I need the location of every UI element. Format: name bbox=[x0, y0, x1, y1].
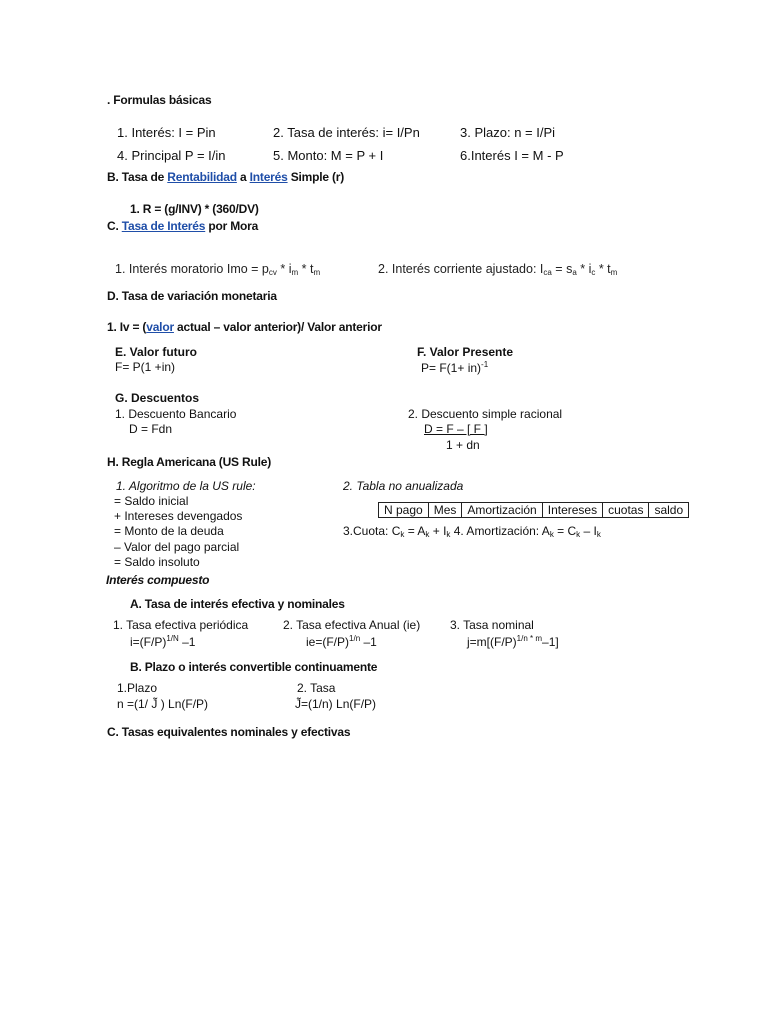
link-interes[interactable]: Interés bbox=[249, 170, 288, 184]
mora-f2-sub1: ca bbox=[543, 268, 552, 277]
cuota-p3: + I bbox=[429, 524, 447, 538]
formula-tasa-interes: 2. Tasa de interés: i= I/Pn bbox=[273, 125, 420, 140]
t2-end: –1 bbox=[360, 635, 377, 649]
mora-f2-text: 2. Interés corriente ajustado: I bbox=[378, 262, 544, 276]
t1-formula: i=(F/P) bbox=[130, 635, 167, 649]
table-header-cell: Amortización bbox=[462, 503, 542, 518]
section-heading-d: D. Tasa de variación monetaria bbox=[107, 289, 277, 303]
tasa-efectiva-anual: 2. Tasa efectiva Anual (ie) bbox=[283, 618, 421, 632]
cuota-p6: – I bbox=[580, 524, 597, 538]
cuota-p5: = C bbox=[553, 524, 577, 538]
formula-plazo-continuo: n =(1/ J̃ ) Ln(F/P) bbox=[117, 697, 209, 711]
section-c-suffix: por Mora bbox=[205, 219, 259, 233]
cuota-p4: 4. Amortización: A bbox=[450, 524, 550, 538]
formula-interes-moratorio bbox=[115, 262, 320, 277]
us-rule-title: 1. Algoritmo de la US rule: bbox=[116, 479, 256, 493]
us-rule-step: – Valor del pago parcial bbox=[114, 540, 240, 554]
formula-interes-corriente bbox=[378, 262, 617, 277]
heading-plazo-continuo: B. Plazo o interés convertible continuamente bbox=[130, 660, 378, 674]
t1-end: –1 bbox=[178, 635, 196, 649]
mora-f2-sub3: c bbox=[591, 268, 596, 277]
heading-descuentos: G. Descuentos bbox=[115, 391, 200, 405]
heading-tasas-equivalentes: C. Tasas equivalentes nominales y efectivas bbox=[107, 725, 351, 739]
formula-descuento-bancario: D = Fdn bbox=[129, 422, 173, 436]
table-row bbox=[379, 503, 689, 518]
cuota-s3: k bbox=[446, 530, 451, 539]
heading-interes-compuesto: Interés compuesto bbox=[106, 573, 210, 587]
mora-f1-text: 1. Interés moratorio Imo = p bbox=[115, 262, 269, 276]
formula-tasa-nominal bbox=[467, 634, 559, 649]
section-heading-h: H. Regla Americana (US Rule) bbox=[107, 455, 271, 469]
table-header-cell: N pago bbox=[379, 503, 429, 518]
mora-f2-mid3: * t bbox=[595, 262, 611, 276]
mora-f2-mid: = s bbox=[551, 262, 573, 276]
t3-formula: j=m[(F/P) bbox=[467, 635, 517, 649]
formula-valor-presente bbox=[421, 360, 488, 375]
mora-f1-mid: * i bbox=[276, 262, 292, 276]
link-valor[interactable]: valor bbox=[146, 320, 174, 334]
us-rule-step: = Saldo insoluto bbox=[114, 555, 200, 569]
section-d-suffix: actual – valor anterior)/ Valor anterior bbox=[173, 320, 382, 334]
section-b-prefix: B. Tasa de bbox=[107, 170, 168, 184]
formula-interes-compuesto: 6.Interés I = M - P bbox=[460, 148, 564, 163]
section-b-mid: a bbox=[236, 170, 250, 184]
cuota-p1: 3.Cuota: C bbox=[343, 524, 401, 538]
cuota-s2: k bbox=[425, 530, 430, 539]
formula-valor-futuro: F= P(1 +in) bbox=[115, 360, 176, 374]
valor-presente-formula: P= F(1+ in) bbox=[421, 361, 482, 375]
formula-interes: 1. Interés: I = Pin bbox=[117, 125, 216, 140]
mora-f1-sub1: cv bbox=[268, 268, 277, 277]
link-tasa-de-interes[interactable]: Tasa de Interés bbox=[121, 219, 206, 233]
tabla-title: 2. Tabla no anualizada bbox=[343, 479, 464, 493]
t3-end: –1] bbox=[542, 635, 559, 649]
us-rule-step: = Monto de la deuda bbox=[114, 524, 224, 538]
section-heading-b bbox=[107, 170, 344, 184]
t2-formula: ie=(F/P) bbox=[306, 635, 350, 649]
formula-monto: 5. Monto: M = P + I bbox=[273, 148, 384, 163]
formula-racional-denominador: 1 + dn bbox=[446, 438, 480, 452]
formula-rentabilidad: 1. R = (g/INV) * (360/DV) bbox=[130, 202, 259, 216]
section-d-prefix: 1. Iv = ( bbox=[107, 320, 147, 334]
cuota-s5: k bbox=[576, 530, 581, 539]
mora-f1-mid2: * t bbox=[298, 262, 314, 276]
heading-tasa-efectiva-nominales: A. Tasa de interés efectiva y nominales bbox=[130, 597, 345, 611]
mora-f2-sub2: a bbox=[572, 268, 577, 277]
cuota-s4: k bbox=[549, 530, 554, 539]
t2-exp: 1/n bbox=[349, 634, 361, 643]
tasa-efectiva-periodica: 1. Tasa efectiva periódica bbox=[113, 618, 249, 632]
cuota-p2: = A bbox=[404, 524, 426, 538]
heading-valor-presente: F. Valor Presente bbox=[417, 345, 514, 359]
formula-racional-numerador: D = F – [ F ] bbox=[424, 422, 488, 436]
mora-f2-mid2: * i bbox=[576, 262, 592, 276]
cuota-s6: k bbox=[596, 530, 601, 539]
tasa-label: 2. Tasa bbox=[297, 681, 336, 695]
formula-cuota-amortizacion bbox=[343, 524, 601, 539]
table-header-cell: saldo bbox=[649, 503, 689, 518]
formula-variacion bbox=[107, 320, 382, 334]
section-heading-c bbox=[107, 219, 258, 233]
section-heading-formulas: . Formulas básicas bbox=[107, 93, 212, 107]
tabla-no-anualizada bbox=[378, 502, 689, 518]
formula-tasa-continua: J̃=(1/n) Ln(F/P) bbox=[295, 697, 377, 711]
heading-valor-futuro: E. Valor futuro bbox=[115, 345, 198, 359]
formula-tasa-efectiva-anual bbox=[306, 634, 377, 649]
table-header-cell: Mes bbox=[428, 503, 462, 518]
descuento-simple-racional: 2. Descuento simple racional bbox=[408, 407, 563, 421]
t3-exp: 1/n * m bbox=[516, 634, 543, 643]
t1-exp: 1/N bbox=[166, 634, 179, 643]
formula-tasa-efectiva-periodica bbox=[130, 634, 195, 649]
tasa-nominal: 3. Tasa nominal bbox=[450, 618, 534, 632]
link-rentabilidad[interactable]: Rentabilidad bbox=[167, 170, 237, 184]
formula-plazo: 3. Plazo: n = I/Pi bbox=[460, 125, 556, 140]
table-header-cell: Intereses bbox=[542, 503, 602, 518]
us-rule-step: = Saldo inicial bbox=[114, 494, 189, 508]
formula-principal: 4. Principal P = I/in bbox=[117, 148, 226, 163]
cuota-s1: k bbox=[400, 530, 405, 539]
us-rule-step: + Intereses devengados bbox=[114, 509, 243, 523]
mora-f1-sub2: m bbox=[291, 268, 299, 277]
descuento-bancario: 1. Descuento Bancario bbox=[115, 407, 237, 421]
mora-f2-sub4: m bbox=[610, 268, 618, 277]
plazo-label: 1.Plazo bbox=[117, 681, 158, 695]
table-header-cell: cuotas bbox=[603, 503, 649, 518]
mora-f1-sub3: m bbox=[313, 268, 321, 277]
section-c-prefix: C. bbox=[107, 219, 122, 233]
valor-presente-exp: -1 bbox=[481, 360, 489, 369]
section-b-suffix: Simple (r) bbox=[287, 170, 345, 184]
